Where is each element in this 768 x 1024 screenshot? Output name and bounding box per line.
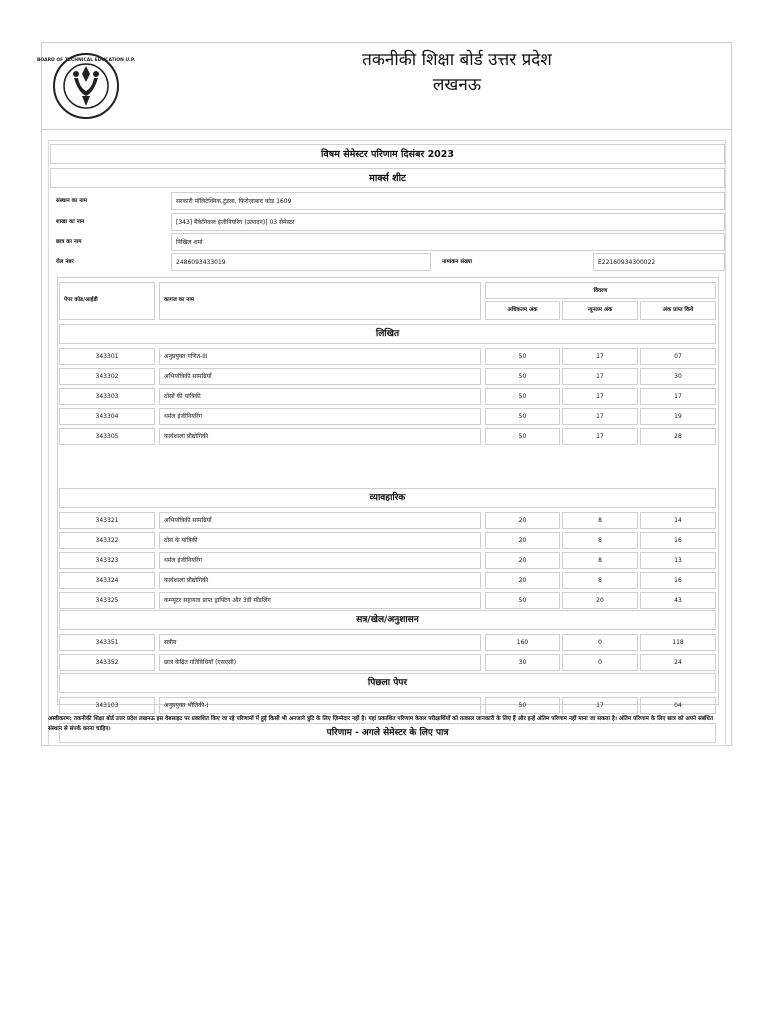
obtained-marks-cell: 30: [640, 368, 716, 385]
branch-label: शाखा का नाम: [56, 219, 85, 225]
paper-code-cell: 343103: [59, 697, 155, 714]
max-marks-cell: 160: [485, 634, 560, 651]
min-marks-cell: 20: [562, 592, 638, 609]
paper-name-cell: ठोसों की यांत्रिकी: [159, 388, 481, 405]
min-marks-cell: 8: [562, 532, 638, 549]
max-marks-cell: 30: [485, 654, 560, 671]
roll-label: रोल नंबर: [56, 259, 74, 265]
paper-code-cell: 343321: [59, 512, 155, 529]
max-marks-cell: 20: [485, 512, 560, 529]
paper-code-cell: 343305: [59, 428, 155, 445]
sheet-title: मार्क्स शीट: [50, 168, 725, 188]
obtained-marks-cell: 43: [640, 592, 716, 609]
paper-name-cell: अभियांत्रिकी सामग्रियाँ: [159, 512, 481, 529]
paper-code-cell: 343304: [59, 408, 155, 425]
branch-value: [343] मैकेनिकल इंजीनियरिंग (उत्पादन)] 03 सेमेस्टर: [171, 213, 725, 231]
max-marks-cell: 50: [485, 428, 560, 445]
max-marks-cell: 50: [485, 348, 560, 365]
obtained-marks-cell: 19: [640, 408, 716, 425]
paper-name-cell: थर्मल इंजीनियरिंग: [159, 552, 481, 569]
paper-code-cell: 343323: [59, 552, 155, 569]
obtained-marks-cell: 07: [640, 348, 716, 365]
paper-code-cell: 343303: [59, 388, 155, 405]
obtained-marks-cell: 16: [640, 532, 716, 549]
enrolment-value: E22160934300022: [593, 253, 725, 271]
max-marks-cell: 20: [485, 572, 560, 589]
col-header-details: विवरण: [485, 282, 716, 299]
max-marks-cell: 50: [485, 388, 560, 405]
col-header-name: कागज का नाम: [159, 282, 481, 320]
max-marks-cell: 50: [485, 408, 560, 425]
obtained-marks-cell: 24: [640, 654, 716, 671]
disclaimer: अस्वीकरण: तकनीकी शिक्षा बोर्ड उत्तर प्रदेश लखनऊ इस वेबसाइट पर प्रकाशित किए जा रहे परिणामों में हुई किसी भी अनजाने त्रुटि के लिए ज़िम्मेदार नहीं है। यहां प्रकाशित परिणाम केवल परीक्षार्थियों को तत्काल जानकारी के लिए हैं और इन्हें अंतिम परिणाम नहीं माना जा सकता है। अंतिम परिणाम के लिए छात्र को अपने संबंधित संस्थान से संपर्क करना चाहिए।: [48, 716, 714, 732]
min-marks-cell: 8: [562, 572, 638, 589]
student-label: छात्र का नाम: [56, 239, 82, 245]
paper-name-cell: अनुप्रयुक्त गणित-III: [159, 348, 481, 365]
paper-code-cell: 343301: [59, 348, 155, 365]
max-marks-cell: 50: [485, 592, 560, 609]
obtained-marks-cell: 28: [640, 428, 716, 445]
obtained-marks-cell: 17: [640, 388, 716, 405]
section-title: पिछला पेपर: [59, 673, 716, 693]
paper-code-cell: 343322: [59, 532, 155, 549]
roll-value: 2486093433019: [171, 253, 431, 271]
min-marks-cell: 17: [562, 388, 638, 405]
paper-code-cell: 343302: [59, 368, 155, 385]
min-marks-cell: 17: [562, 697, 638, 714]
board-city: लखनऊ: [432, 75, 482, 95]
section-title: सत्र/खेल/अनुशासन: [59, 610, 716, 630]
board-name: तकनीकी शिक्षा बोर्ड उत्तर प्रदेश: [362, 50, 552, 70]
paper-code-cell: 343352: [59, 654, 155, 671]
col-header-max: अधिकतम अंक: [485, 301, 560, 320]
max-marks-cell: 20: [485, 532, 560, 549]
institute-value: सरकारी पॉलिटेक्निक,टुंडला, फिरोज़ाबाद कोड 1609: [171, 192, 725, 210]
paper-name-cell: कम्प्यूटर सहायता प्राप्त ड्राफ्टिंग और 3डी मॉडलिंग: [159, 592, 481, 609]
section-title: व्यावहारिक: [59, 488, 716, 508]
enrolment-label: नामांकन संख्या: [442, 259, 472, 265]
obtained-marks-cell: 118: [640, 634, 716, 651]
min-marks-cell: 8: [562, 552, 638, 569]
min-marks-cell: 17: [562, 408, 638, 425]
institute-label: संस्थान का नाम: [56, 198, 87, 204]
paper-name-cell: छात्र केंद्रित गतिविधियाँ (एसएसी): [159, 654, 481, 671]
col-header-min: न्यूनतम अंक: [562, 301, 638, 320]
paper-name-cell: ठोस के यांत्रिकी: [159, 532, 481, 549]
col-header-obtained: अंक प्राप्त किये: [640, 301, 716, 320]
board-seal-logo: [36, 52, 136, 120]
result-container: [48, 140, 726, 746]
min-marks-cell: 0: [562, 654, 638, 671]
paper-name-cell: कार्यशाला प्रौद्योगिकी: [159, 428, 481, 445]
student-value: निखिल शर्मा: [171, 233, 725, 251]
result-status: परिणाम - अगले सेमेस्टर के लिए पात्र: [59, 723, 716, 743]
paper-name-cell: अनुप्रयुक्त भौतिकी-I: [159, 697, 481, 714]
max-marks-cell: 50: [485, 697, 560, 714]
obtained-marks-cell: 04: [640, 697, 716, 714]
obtained-marks-cell: 14: [640, 512, 716, 529]
min-marks-cell: 17: [562, 368, 638, 385]
paper-code-cell: 343325: [59, 592, 155, 609]
min-marks-cell: 17: [562, 428, 638, 445]
obtained-marks-cell: 13: [640, 552, 716, 569]
paper-name-cell: थर्मल इंजीनियरिंग: [159, 408, 481, 425]
obtained-marks-cell: 16: [640, 572, 716, 589]
min-marks-cell: 0: [562, 634, 638, 651]
max-marks-cell: 20: [485, 552, 560, 569]
min-marks-cell: 17: [562, 348, 638, 365]
max-marks-cell: 50: [485, 368, 560, 385]
paper-name-cell: सत्रीय: [159, 634, 481, 651]
paper-code-cell: 343324: [59, 572, 155, 589]
marksheet-page: [36, 42, 732, 746]
section-title: लिखित: [59, 324, 716, 344]
paper-name-cell: कार्यशाला प्रौद्योगिकी: [159, 572, 481, 589]
seal-text: BOARD OF TECHNICAL EDUCATION U.P.: [36, 58, 136, 63]
min-marks-cell: 8: [562, 512, 638, 529]
col-header-code: पेपर कोड/आईडी: [59, 282, 155, 320]
paper-name-cell: अभियांत्रिकी सामग्रियाँ: [159, 368, 481, 385]
paper-code-cell: 343351: [59, 634, 155, 651]
exam-title: विषम सेमेस्टर परिणाम दिसंबर 2023: [50, 144, 725, 164]
board-header: [36, 43, 731, 130]
